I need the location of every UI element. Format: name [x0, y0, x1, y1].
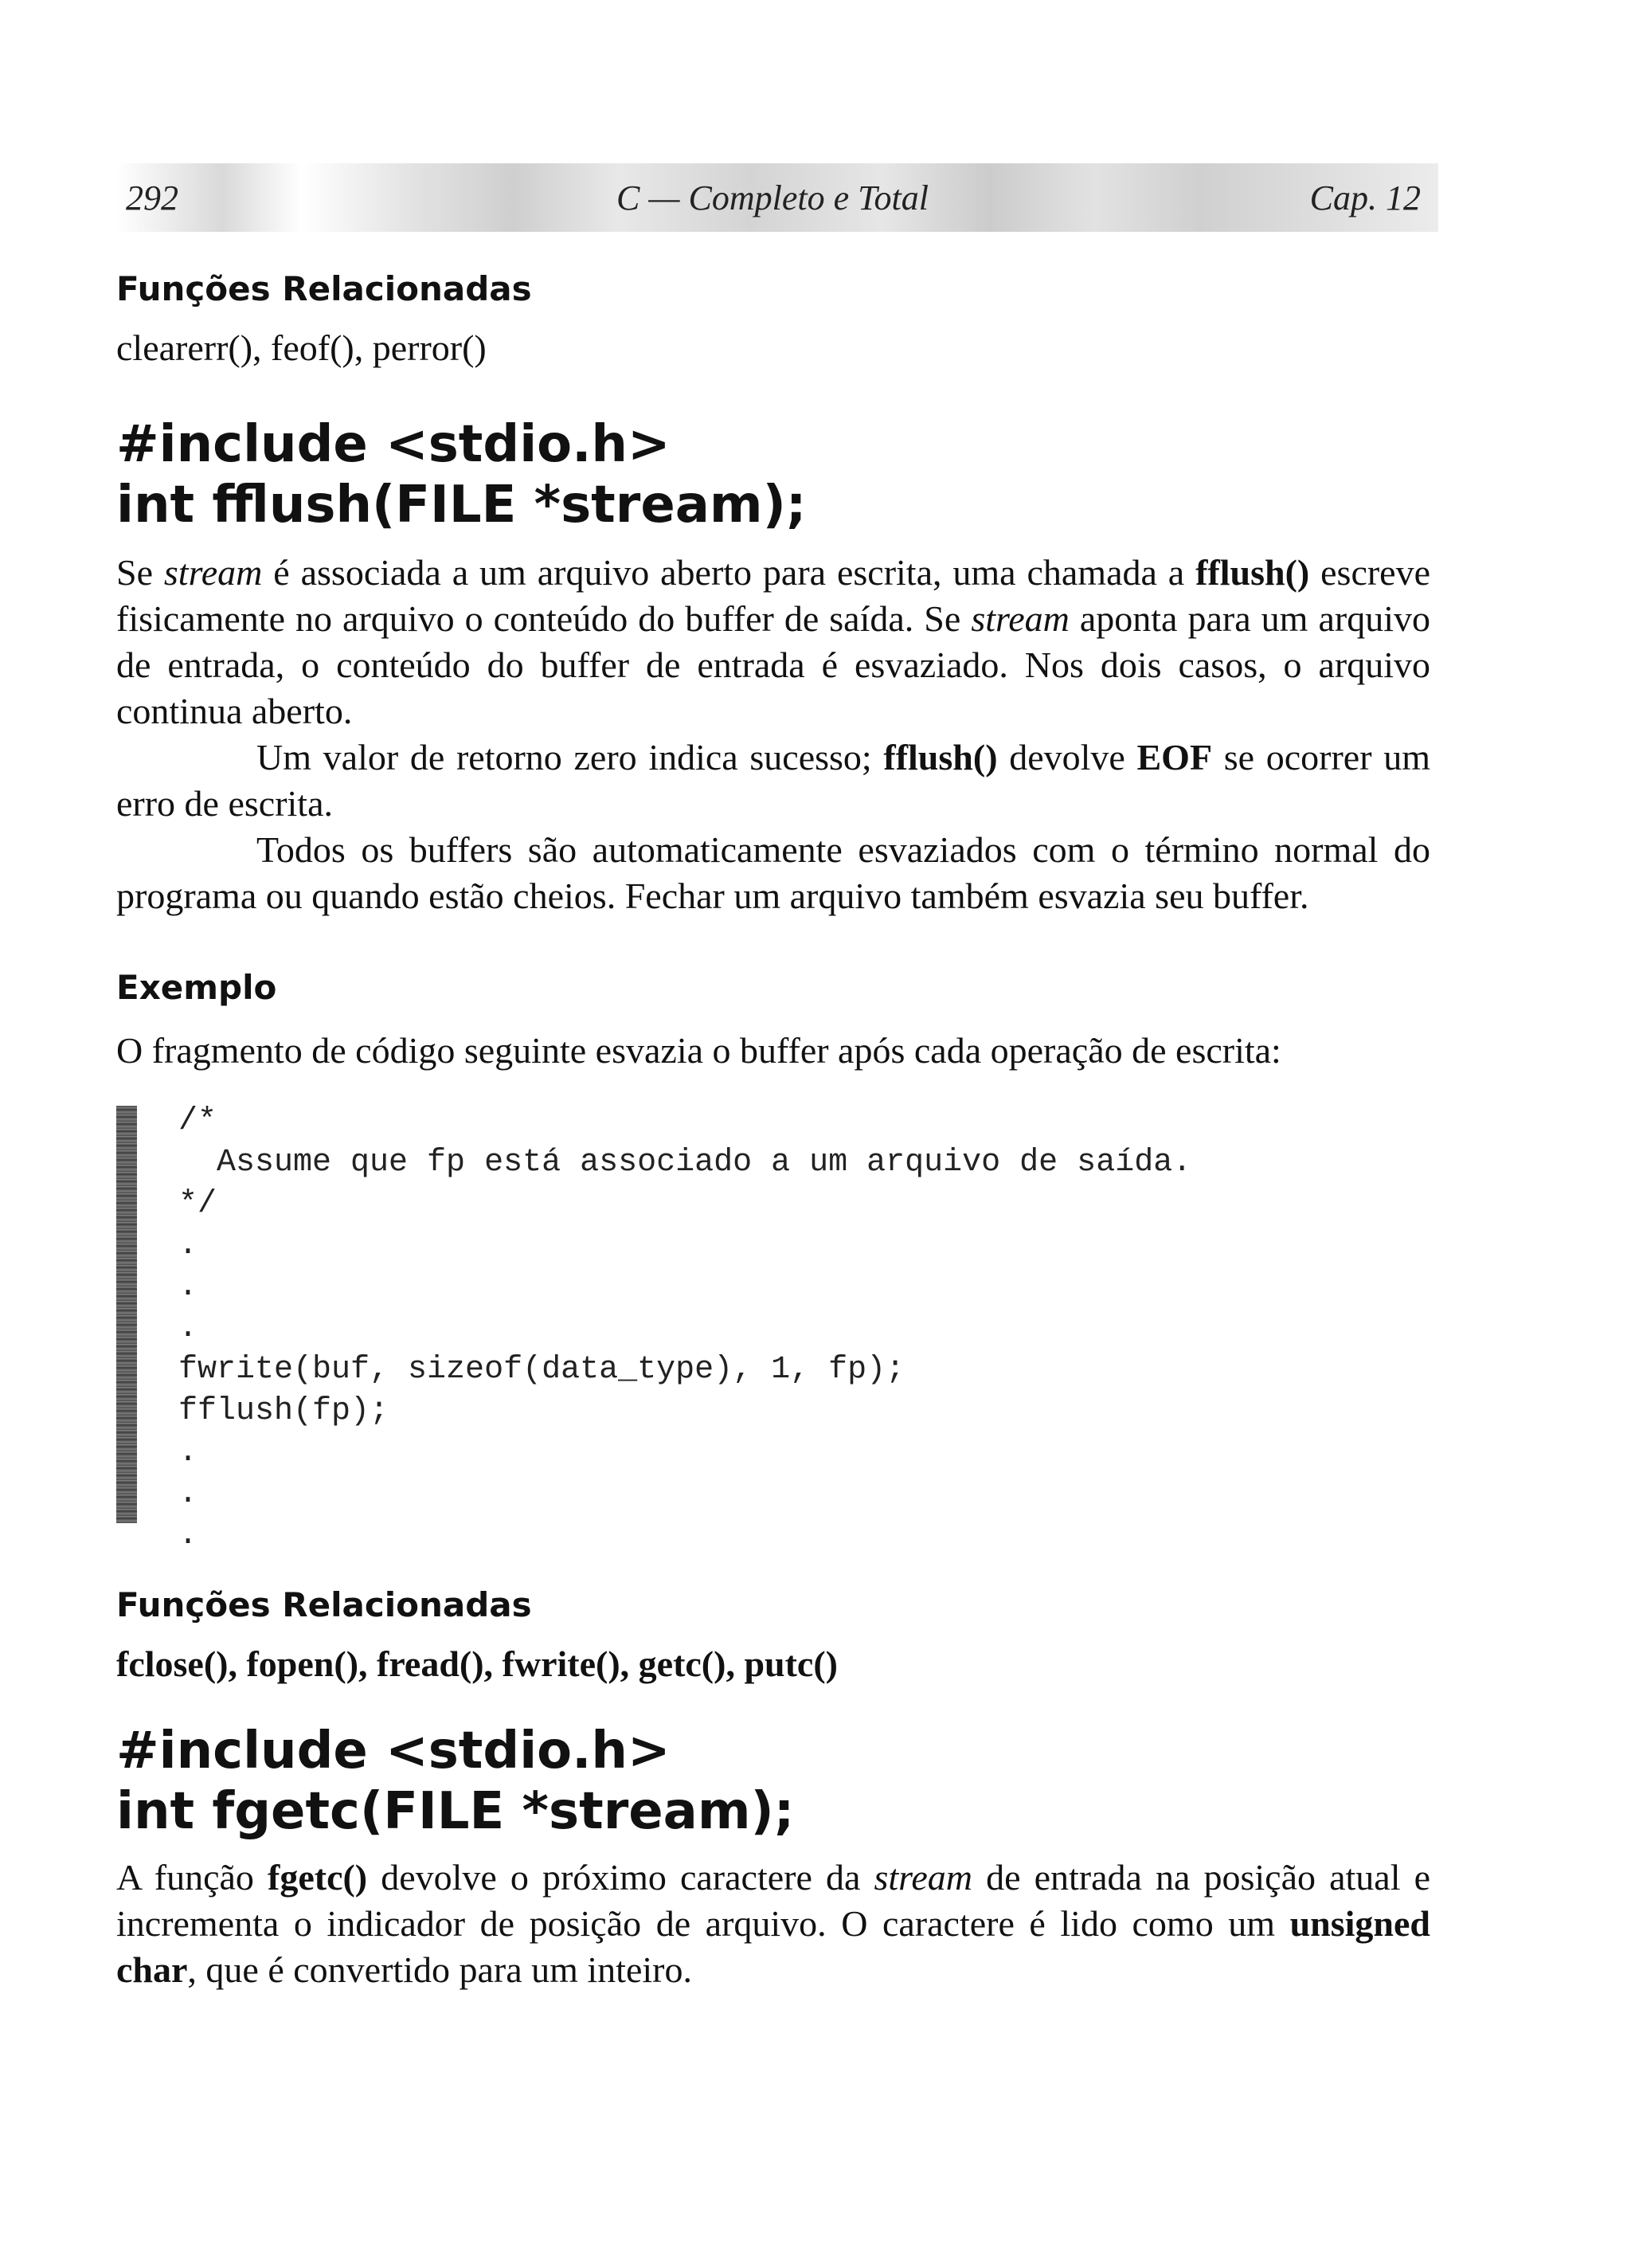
code-line: fflush(fp); [178, 1393, 389, 1429]
text-run: aponta para um arquivo de entrada, o conteúdo do buffer de entrada é esvaziado. Nos dois casos, o arquivo continua aberto. [116, 598, 1430, 731]
text-run: , que é convertido para um inteiro. [187, 1949, 692, 1990]
eof-constant: EOF [1136, 737, 1213, 778]
code-margin-bar [116, 1106, 137, 1523]
text-run: devolve [997, 737, 1137, 778]
function-name: fflush() [883, 737, 998, 778]
fflush-buffers-note: Todos os buffers são automaticamente esvaziados com o término normal do programa ou quando estão cheios. Fechar um arquivo também esvazia seu buffer. [116, 829, 1430, 916]
fgetc-include: #include <stdio.h> [116, 1722, 671, 1780]
code-line: . [178, 1228, 198, 1263]
type-name: unsigned char [116, 1903, 1430, 1990]
fgetc-prototype: int fgetc(FILE *stream); [116, 1782, 795, 1841]
text-run: se ocorrer um erro de escrita. [116, 737, 1430, 824]
code-line: . [178, 1518, 198, 1553]
text-run: A função [116, 1857, 268, 1898]
fflush-include: #include <stdio.h> [116, 415, 671, 474]
related-functions-list: fclose(), fopen(), fread(), fwrite(), getc(), putc() [116, 1643, 838, 1684]
code-line: . [178, 1435, 198, 1471]
related-functions-heading: Funções Relacionadas [116, 1585, 532, 1624]
code-line: . [178, 1310, 198, 1346]
related-functions-list: clearerr(), feof(), perror() [116, 327, 487, 368]
running-header [116, 163, 1438, 232]
text-run: Um valor de retorno zero indica sucesso; [256, 737, 884, 778]
example-heading: Exemplo [116, 968, 277, 1007]
stream-term: stream [163, 552, 263, 593]
stream-term: stream [874, 1857, 972, 1898]
text-run: devolve o próximo caractere da [367, 1857, 874, 1898]
fflush-return-value [116, 734, 1430, 827]
code-line: fwrite(buf, sizeof(data_type), 1, fp); [178, 1352, 905, 1388]
text-run: de entrada na posição atual e incrementa o indicador de posição de arquivo. O caractere é lido como um [116, 1857, 1430, 1944]
function-name: fflush() [1195, 552, 1310, 593]
fgetc-description [116, 1855, 1430, 1993]
book-title: C — Completo e Total [616, 178, 929, 217]
stream-term: stream [971, 598, 1070, 639]
example-intro: O fragmento de código seguinte esvazia o buffer após cada operação de escrita: [116, 1030, 1281, 1071]
fflush-description [116, 550, 1430, 734]
code-line: */ [178, 1186, 217, 1222]
text-run: escreve fisicamente no arquivo o conteúdo do buffer de saída. Se [116, 552, 1431, 639]
fgetc-signature [116, 1721, 794, 1842]
related-functions-heading: Funções Relacionadas [116, 269, 532, 308]
code-line: /* [178, 1103, 217, 1139]
fflush-prototype: int fflush(FILE *stream); [116, 476, 807, 535]
code-line: Assume que fp está associado a um arquivo de saída. [178, 1145, 1192, 1181]
code-line: . [178, 1476, 198, 1512]
text-run: Se [116, 552, 164, 593]
chapter-label: Cap. 12 [1309, 178, 1421, 217]
page-number: 292 [126, 178, 178, 217]
code-line: . [178, 1269, 198, 1305]
text-run: é associada a um arquivo aberto para escrita, uma chamada a [262, 552, 1196, 593]
function-name: fgetc() [268, 1857, 368, 1898]
code-block [178, 1101, 1191, 1557]
fflush-signature [116, 414, 806, 535]
